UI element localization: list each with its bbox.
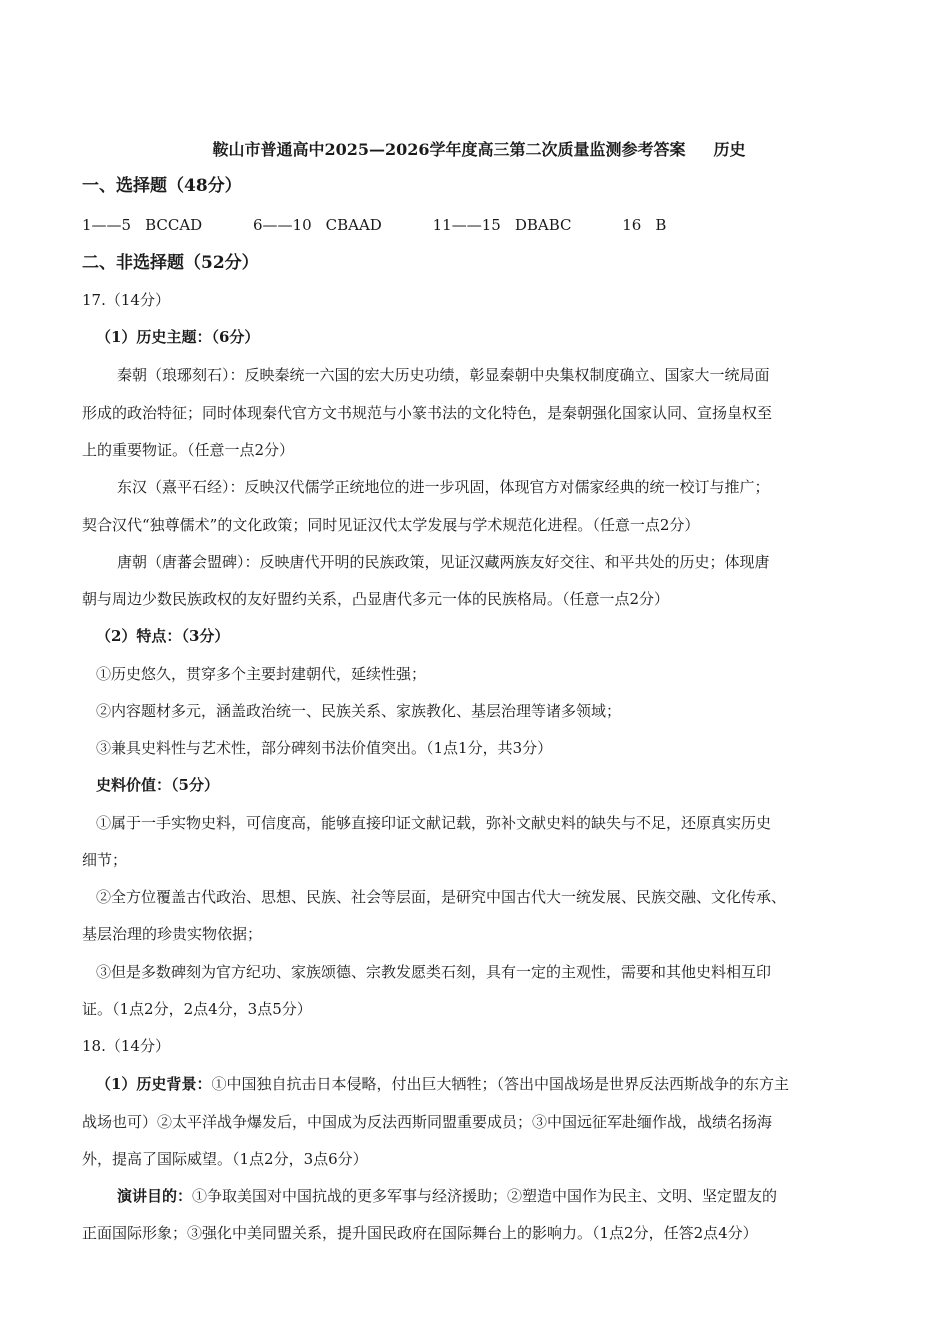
q18-purpose-line: 正面国际形象；③强化中美同盟关系，提升国民政府在国际舞台上的影响力。（1点2分，任答2点4分） [82,1224,758,1242]
answer-range: 1——5 [82,216,132,234]
section2-heading: 二、非选择题（52分） [82,253,259,273]
q17-value-line: 证。（1点2分，2点4分，3点5分） [82,1000,312,1018]
q17-part1-line: 上的重要物证。（任意一点2分） [82,441,295,459]
answer-range: 16 [622,216,642,234]
question-18-label: 18.（14分） [82,1037,170,1055]
q17-part1-line: 朝与周边少数民族政权的友好盟约关系，凸显唐代多元一体的民族格局。（任意一点2分） [82,590,670,608]
q17-value-line: ②全方位覆盖古代政治、思想、民族、社会等层面，是研究中国古代大一统发展、民族交融、文化传承、 [96,888,787,906]
q17-value-line: ③但是多数碑刻为官方纪功、家族颂德、宗教发愿类石刻，具有一定的主观性，需要和其他史料相互印 [96,963,772,981]
q18-purpose-first-line [117,1186,877,1206]
q17-part1-line: 东汉（熹平石经）：反映汉代儒学正统地位的进一步巩固，体现官方对儒家经典的统一校订与推广； [117,478,770,496]
q17-part1-line: 秦朝（琅琊刻石）：反映秦统一六国的宏大历史功绩，彰显秦朝中央集权制度确立、国家大一统局面 [117,366,770,384]
q17-part1-line: 唐朝（唐蕃会盟碑）：反映唐代开明的民族政策，见证汉藏两族友好交往、和平共处的历史；体现唐 [117,553,770,571]
q17-part1-heading: （1）历史主题：（6分） [96,328,260,346]
title-text: 鞍山市普通高中2025—2026学年度高三第二次质量监测参考答案 [212,140,686,159]
q17-part1-line: 契合汉代“独尊儒术”的文化政策；同时见证汉代太学发展与学术规范化进程。（任意一点2分） [82,516,700,534]
q17-value-heading: 史料价值：（5分） [96,776,219,794]
q17-part2-line: ③兼具史料性与艺术性，部分碑刻书法价值突出。（1点1分，共3分） [96,739,553,757]
question-17-label: 17.（14分） [82,291,170,309]
q18-purpose-line: ①争取美国对中国抗战的更多军事与经济援助；②塑造中国作为民主、文明、坚定盟友的 [192,1187,778,1205]
q17-part2-line: ①历史悠久，贯穿多个主要封建朝代，延续性强； [96,665,427,683]
answer-range: 6——10 [253,216,312,234]
answer-letters: B [655,216,667,234]
answer-range: 11——15 [432,216,501,234]
q17-part2-heading: （2）特点：（3分） [96,627,230,645]
choice-answers-row [82,215,872,235]
q18-part1-line: 战场也可）②太平洋战争爆发后，中国成为反法西斯同盟重要成员；③中国远征军赴缅作战，战绩名扬海 [82,1113,773,1131]
q18-purpose-heading: 演讲目的： [117,1187,193,1205]
q17-part2-line: ②内容题材多元，涵盖政治统一、民族关系、家族教化、基层治理等诸多领域； [96,702,622,720]
q18-part1-heading: （1）历史背景： [96,1075,212,1093]
section1-heading: 一、选择题（48分） [82,176,242,196]
q17-part1-line: 形成的政治特征；同时体现秦代官方文书规范与小篆书法的文化特色，是秦朝强化国家认同、宣扬皇权至 [82,404,773,422]
q17-value-line: ①属于一手实物史料，可信度高，能够直接印证文献记载，弥补文献史料的缺失与不足，还原真实历史 [96,814,772,832]
q17-value-line: 基层治理的珍贵实物依据； [82,925,263,943]
q18-part1-line: ①中国独自抗击日本侵略，付出巨大牺牲；（答出中国战场是世界反法西斯战争的东方主 [211,1075,789,1093]
q18-part1-first-line [96,1074,872,1094]
answer-letters: CBAAD [325,216,382,234]
subject-label: 历史 [713,140,746,159]
answer-letters: DBABC [514,216,572,234]
answer-letters: BCCAD [145,216,203,234]
q18-part1-line: 外，提高了国际威望。（1点2分，3点6分） [82,1150,368,1168]
page-title [0,140,950,160]
q17-value-line: 细节； [82,851,128,869]
